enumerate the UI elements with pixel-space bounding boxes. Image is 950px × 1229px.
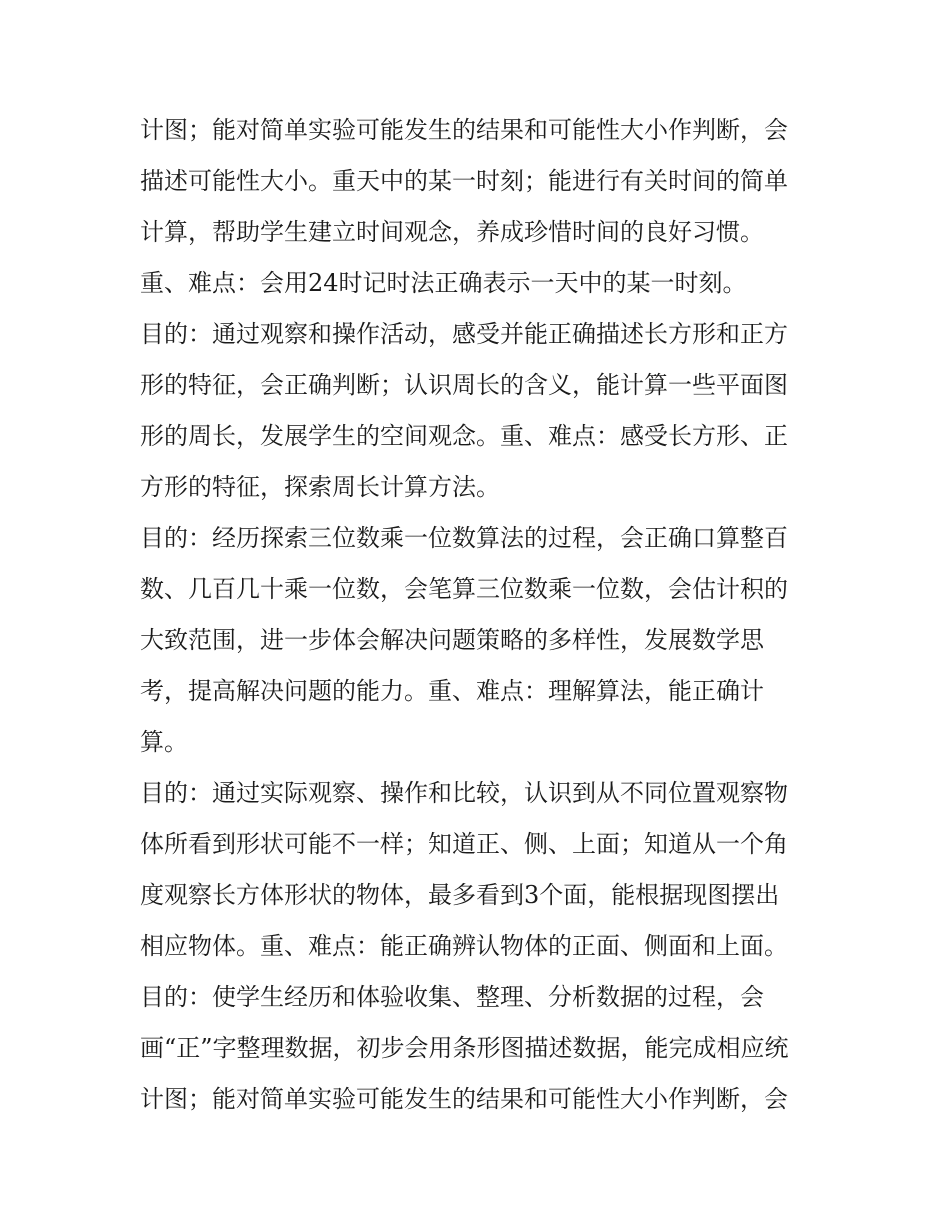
body-text	[140, 105, 820, 1125]
text-line: 体所看到形状可能不一样；知道正、侧、上面；知道从一个角	[140, 830, 788, 858]
text-line: 考，提高解决问题的能力。重、难点：理解算法，能正确计	[140, 677, 764, 705]
text-line: 大致范围，进一步体会解决问题策略的多样性，发展数学思	[140, 626, 764, 654]
text-line: 数、几百几十乘一位数，会笔算三位数乘一位数，会估计积的	[140, 575, 788, 603]
text-line: 度观察长方体形状的物体，最多看到3个面，能根据现图摆出	[140, 881, 780, 909]
text-line: 目的：通过实际观察、操作和比较，认识到从不同位置观察物	[140, 779, 788, 807]
text-line: 目的：使学生经历和体验收集、整理、分析数据的过程，会	[140, 983, 764, 1011]
text-line: 重、难点：会用24时记时法正确表示一天中的某一时刻。	[140, 269, 747, 297]
text-line: 相应物体。重、难点：能正确辨认物体的正面、侧面和上面。	[140, 932, 788, 960]
text-line: 形的周长，发展学生的空间观念。重、难点：感受长方形、正	[140, 422, 788, 450]
text-line: 算。	[140, 728, 188, 756]
text-line: 计算，帮助学生建立时间观念，养成珍惜时间的良好习惯。	[140, 218, 764, 246]
text-line: 计图；能对简单实验可能发生的结果和可能性大小作判断，会	[140, 116, 788, 144]
text-line: 目的：通过观察和操作活动，感受并能正确描述长方形和正方	[140, 320, 788, 348]
text-line: 描述可能性大小。重天中的某一时刻；能进行有关时间的简单	[140, 167, 788, 195]
text-line: 画“正”字整理数据，初步会用条形图描述数据，能完成相应统	[140, 1034, 789, 1062]
text-line: 方形的特征，探索周长计算方法。	[140, 473, 500, 501]
text-line: 形的特征，会正确判断；认识周长的含义，能计算一些平面图	[140, 371, 788, 399]
text-line: 目的：经历探索三位数乘一位数算法的过程，会正确口算整百	[140, 524, 788, 552]
text-line: 计图；能对简单实验可能发生的结果和可能性大小作判断，会	[140, 1085, 788, 1113]
